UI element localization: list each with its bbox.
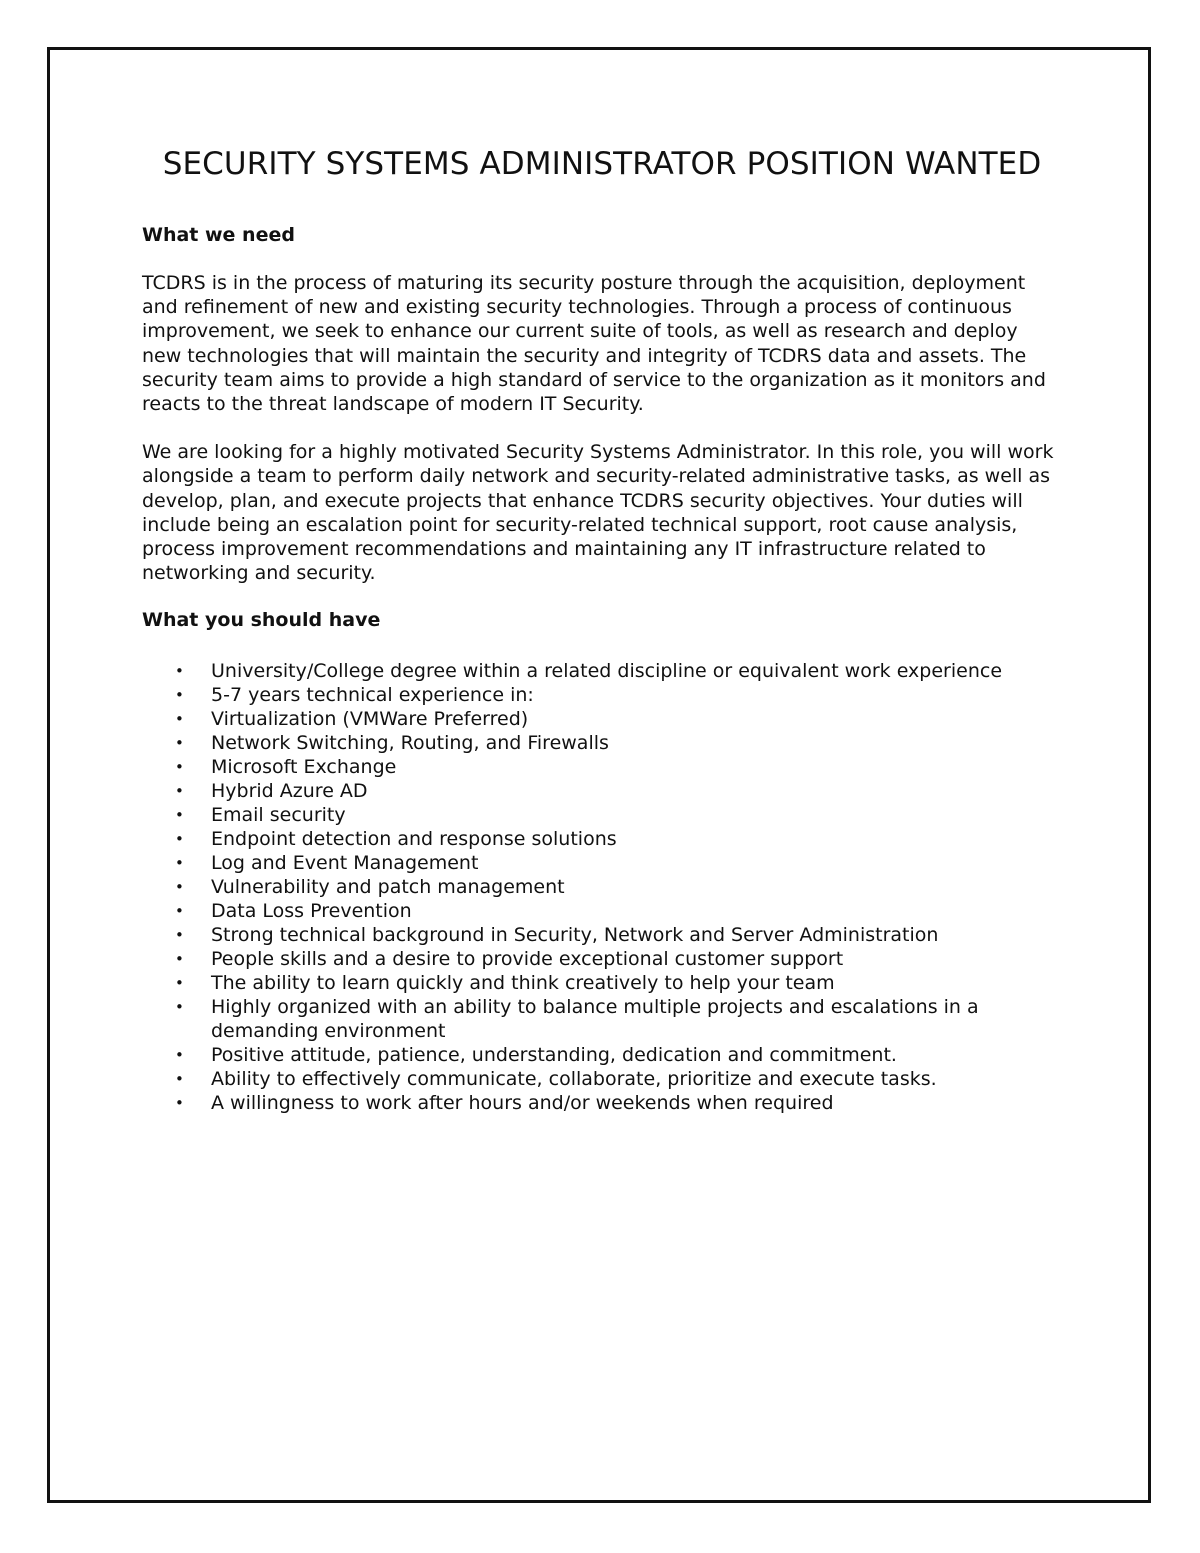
- requirements-list: [142, 659, 1062, 1115]
- bullet-icon: •: [175, 806, 184, 825]
- list-item: [142, 731, 1062, 755]
- bullet-icon: •: [175, 758, 184, 777]
- list-item-text: Data Loss Prevention: [211, 900, 412, 923]
- list-item-text: Microsoft Exchange: [211, 756, 397, 779]
- bullet-icon: •: [175, 710, 184, 729]
- list-item-text: Highly organized with an ability to balance multiple projects and escalations in a demanding environment: [211, 996, 979, 1043]
- list-item: [142, 875, 1062, 899]
- document-title: SECURITY SYSTEMS ADMINISTRATOR POSITION WANTED: [162, 146, 1042, 182]
- bullet-icon: •: [175, 998, 184, 1017]
- paragraph-intro: TCDRS is in the process of maturing its security posture through the acquisition, deployment and refinement of new and existing security technologies. Through a process of continuous improvement, we seek to enhance our current suite of tools, as well as research and deploy new technologies that will maintain the security and integrity of TCDRS data and assets. The security team aims to provide a high standard of service to the organization as it monitors and reacts to the threat landscape of modern IT Security.: [142, 272, 1046, 416]
- bullet-icon: •: [175, 782, 184, 801]
- list-item-text: University/College degree within a related discipline or equivalent work experience: [211, 660, 1003, 683]
- list-item: [142, 1043, 1062, 1067]
- list-item-text: The ability to learn quickly and think creatively to help your team: [211, 972, 835, 995]
- list-item: [142, 779, 1062, 803]
- list-item-text: Email security: [211, 804, 346, 827]
- bullet-icon: •: [175, 878, 184, 897]
- list-item-text: Strong technical background in Security, Network and Server Administration: [211, 924, 939, 947]
- bullet-icon: •: [175, 734, 184, 753]
- bullet-icon: •: [175, 854, 184, 873]
- bullet-icon: •: [175, 686, 184, 705]
- list-item-text: Vulnerability and patch management: [211, 876, 565, 899]
- list-item-text: 5-7 years technical experience in:: [211, 684, 534, 707]
- list-item-text: Positive attitude, patience, understanding, dedication and commitment.: [211, 1044, 897, 1067]
- list-item: [142, 923, 1062, 947]
- list-item: [142, 1067, 1062, 1091]
- document-body: [142, 138, 1062, 1115]
- bullet-icon: •: [175, 1070, 184, 1089]
- list-item: [142, 803, 1062, 827]
- list-item: [142, 899, 1062, 923]
- list-item: [142, 995, 1062, 1043]
- list-item-text: Ability to effectively communicate, collaborate, prioritize and execute tasks.: [211, 1068, 937, 1091]
- list-item: [142, 683, 1062, 707]
- list-item: [142, 827, 1062, 851]
- list-item: [142, 659, 1062, 683]
- bullet-icon: •: [175, 830, 184, 849]
- list-item-text: Hybrid Azure AD: [211, 780, 368, 803]
- paragraph-role: We are looking for a highly motivated Security Systems Administrator. In this role, you will work alongside a team to perform daily network and security-related administrative tasks, as well as develop, plan, and execute projects that enhance TCDRS security objectives. Your duties will include being an escalation point for security-related technical support, root cause analysis, process improvement recommendations and maintaining any IT infrastructure related to networking and security.: [142, 441, 1054, 585]
- bullet-icon: •: [175, 662, 184, 681]
- list-item: [142, 707, 1062, 731]
- list-item-text: Log and Event Management: [211, 852, 479, 875]
- bullet-icon: •: [175, 950, 184, 969]
- section-heading-what-you-should-have: What you should have: [142, 609, 381, 632]
- list-item-text: Endpoint detection and response solutions: [211, 828, 617, 851]
- list-item: [142, 755, 1062, 779]
- list-item: [142, 947, 1062, 971]
- list-item-text: Virtualization (VMWare Preferred): [211, 708, 529, 731]
- list-item-text: People skills and a desire to provide exceptional customer support: [211, 948, 844, 971]
- bullet-icon: •: [175, 902, 184, 921]
- bullet-icon: •: [175, 1046, 184, 1065]
- list-item-text: Network Switching, Routing, and Firewalls: [211, 732, 609, 755]
- bullet-icon: •: [175, 974, 184, 993]
- list-item: [142, 971, 1062, 995]
- list-item-text: A willingness to work after hours and/or weekends when required: [211, 1092, 834, 1115]
- section-heading-what-we-need: What we need: [142, 224, 295, 246]
- bullet-icon: •: [175, 1094, 184, 1113]
- list-item: [142, 1091, 1062, 1115]
- list-item: [142, 851, 1062, 875]
- bullet-icon: •: [175, 926, 184, 945]
